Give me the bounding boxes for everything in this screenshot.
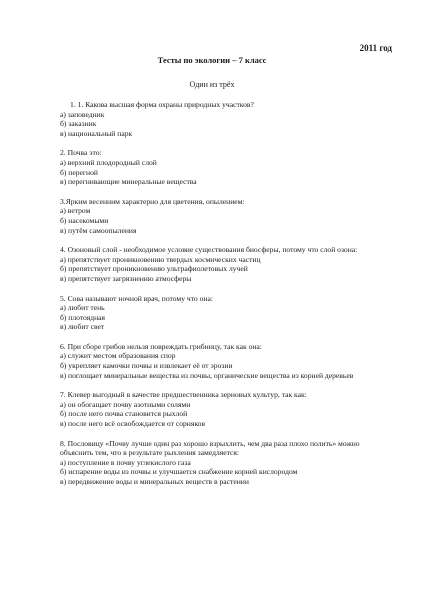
answer-option: в) передвижение воды и минеральных веществ в растении: [60, 477, 249, 486]
document-year: 2011 год: [359, 43, 392, 53]
question-text: 4. Озоновый слой - необходимое условие существования биосферы, потому что слой озона:: [60, 245, 358, 255]
question-4: [60, 245, 394, 283]
question-6: [60, 342, 394, 380]
answer-option: а) заповедник: [60, 109, 105, 119]
answer-option: б) перегной: [60, 167, 98, 177]
question-8: [60, 439, 394, 487]
answer-option: в) перегнивающие минеральные вещества: [60, 177, 197, 187]
question-text: 5. Сова называют ночной врач, потому что она:: [60, 293, 213, 303]
question-text: 8. Пословицу «Почву лучше один раз хорошо взрыхлить, чем два раза плохо полить» можно объяснить тем, что в результате рыхления замедляется:: [60, 438, 360, 458]
answer-option: б) укрепляет камочки почвы и извлекает её от эрозии: [60, 361, 233, 371]
answer-option: в) после него всё освобождается от сорняков: [60, 419, 206, 429]
question-3: [60, 197, 394, 235]
question-7: [60, 390, 394, 428]
answer-option: а) ветром: [60, 206, 91, 216]
question-text: 7. Клевер выгодный в качестве предшественника зерновых культур, так как:: [60, 390, 307, 400]
answer-option: а) он обогащает почву азотными солями: [60, 399, 191, 409]
answer-option: б) испарение воды из почвы и улучшается снабжение корней кислородом: [60, 467, 298, 477]
answer-option: в) препятствует загрязнению атмосферы: [60, 273, 192, 283]
answer-option: б) препятствует проникновению ультрафиолетовых лучей: [60, 264, 248, 274]
question-1: [60, 100, 394, 138]
answer-option: б) заказник: [60, 119, 97, 129]
answer-option: а) поступление в почву углекислого газа: [60, 457, 191, 467]
question-text: 6. При сборе грибов нельзя повреждать грибницу, так как она:: [60, 341, 262, 351]
document-title: Тесты по экологии – 7 класс: [157, 55, 267, 65]
document-subtitle: Один из трёх: [189, 80, 235, 89]
question-text: 1. 1. Какова высшая форма охраны природных участков?: [70, 100, 254, 109]
answer-option: в) поглощает минеральные вещества из почвы, органические вещества из корней деревьев: [60, 370, 354, 380]
answer-option: а) верхний плодородный слой: [60, 157, 157, 167]
answer-option: а) служит местом образования спор: [60, 351, 176, 361]
question-5: [60, 294, 394, 332]
answer-option: б) плотоядная: [60, 312, 105, 322]
question-text: 3.Ярким весенним характерно для цветения, опылением:: [60, 196, 245, 206]
answer-option: б) после него почва становится рыхлой: [60, 409, 188, 419]
answer-option: б) насекомыми: [60, 215, 109, 225]
answer-option: в) любит свет: [60, 322, 105, 332]
answer-option: а) любит тень: [60, 303, 105, 313]
question-text: 2. Почва это:: [60, 148, 102, 158]
answer-option: в) национальный парк: [60, 128, 133, 138]
answer-option: а) препятствует проникновению твердых космических частиц: [60, 254, 261, 264]
question-2: [60, 148, 394, 186]
questions-list: [60, 100, 394, 497]
answer-option: в) путём самоопыления: [60, 225, 137, 235]
